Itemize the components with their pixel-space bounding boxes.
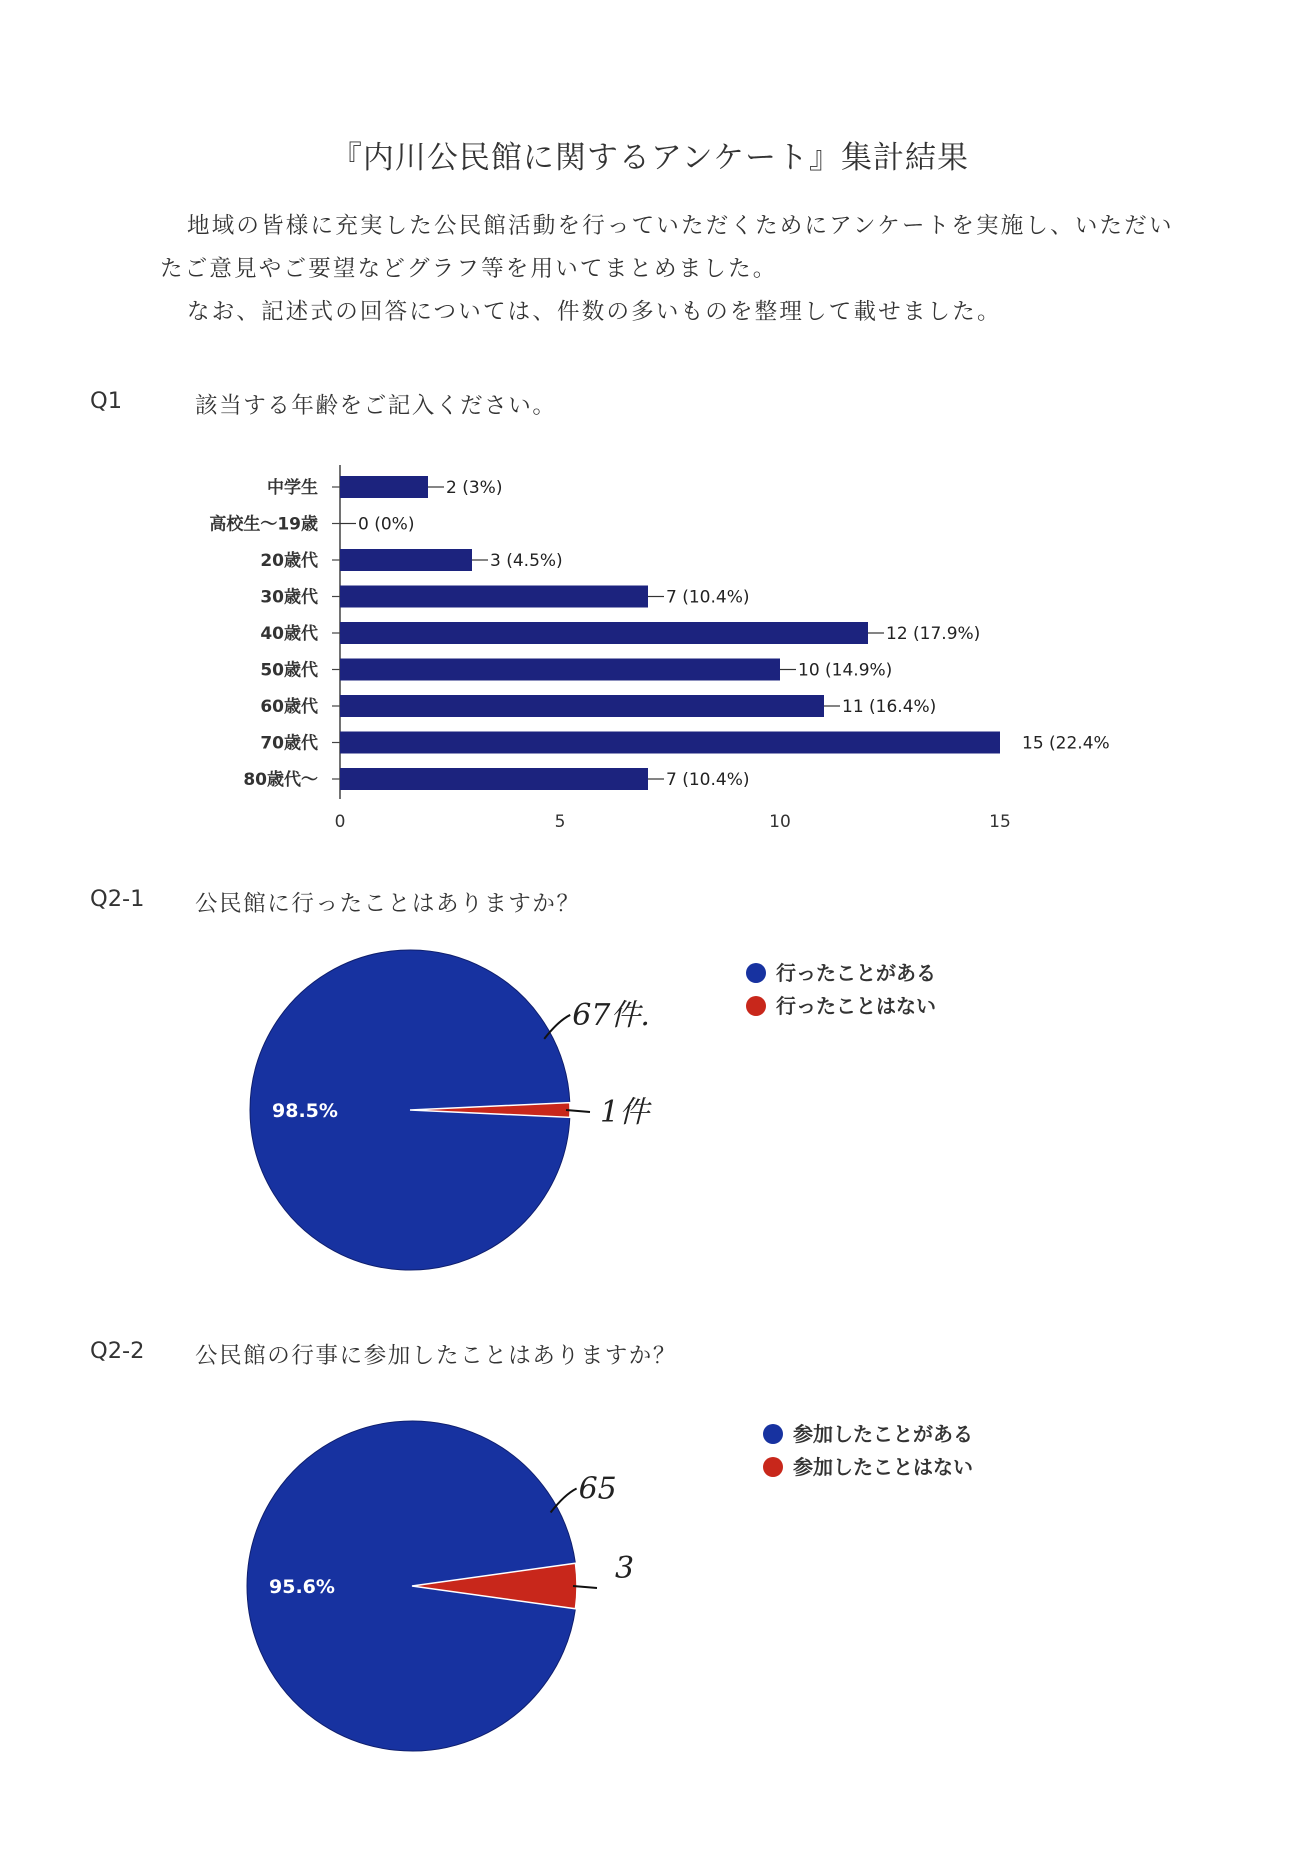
x-tick-label: 15 [989, 812, 1011, 832]
intro-line: たご意見やご要望などグラフ等を用いてまとめました。 [160, 256, 778, 282]
page-title: 『内川公民館に関するアンケート』集計結果 [330, 140, 970, 176]
handwritten-note: 67件. [572, 997, 650, 1033]
bar [340, 659, 780, 681]
category-label: 高校生～19歳 [209, 514, 318, 535]
category-label: 80歳代～ [243, 770, 318, 790]
q1-question: 該当する年齢をご記入ください。 [195, 393, 557, 419]
data-label: 15 (22.4% [1022, 733, 1110, 754]
legend-label: 行ったことがある [776, 961, 936, 985]
intro-text [160, 205, 1210, 334]
legend-swatch [763, 1424, 783, 1444]
category-label: 60歳代 [260, 697, 318, 717]
q1-number: Q1 [90, 388, 123, 414]
q2-2-question: 公民館の行事に参加したことはありますか？ [195, 1343, 678, 1369]
q2-2-number: Q2-2 [90, 1338, 145, 1364]
legend-swatch [746, 996, 766, 1016]
category-label: 70歳代 [260, 733, 318, 754]
category-label: 20歳代 [260, 551, 318, 571]
bar [340, 586, 648, 608]
x-tick-label: 5 [554, 812, 566, 832]
participation-pie-chart [0, 1410, 1300, 1760]
legend-swatch [746, 963, 766, 983]
age-bar-chart [0, 455, 1300, 840]
percent-label: 95.6% [269, 1576, 335, 1598]
percent-label: 98.5% [272, 1100, 338, 1122]
data-label: 11 (16.4%) [842, 697, 937, 717]
annotation-stroke [544, 1015, 570, 1039]
category-label: 30歳代 [260, 587, 318, 608]
data-label: 10 (14.9%) [798, 660, 893, 681]
visit-pie-chart [0, 945, 1300, 1275]
x-tick-label: 0 [334, 812, 346, 832]
category-label: 40歳代 [260, 624, 318, 644]
legend-label: 参加したことがある [793, 1422, 973, 1446]
handwritten-note: 3 [615, 1551, 635, 1586]
bar [340, 622, 868, 644]
data-label: 2 (3%) [446, 478, 503, 498]
handwritten-note: 65 [578, 1471, 617, 1507]
data-label: 0 (0%) [358, 514, 415, 535]
bar [340, 732, 1000, 754]
q2-1-question: 公民館に行ったことはありますか？ [195, 891, 581, 917]
data-label: 12 (17.9%) [886, 624, 981, 644]
x-tick-label: 10 [769, 812, 791, 832]
data-label: 7 (10.4%) [666, 770, 750, 790]
bar [340, 768, 648, 790]
category-label: 50歳代 [260, 660, 318, 681]
q2-1-number: Q2-1 [90, 886, 145, 912]
data-label: 3 (4.5%) [490, 551, 563, 571]
handwritten-note: 1件 [600, 1095, 650, 1130]
legend-label: 参加したことはない [793, 1455, 973, 1479]
bar [340, 476, 428, 498]
intro-line: なお、記述式の回答については、件数の多いものを整理して載せました。 [187, 299, 1002, 325]
annotation-stroke [551, 1489, 577, 1513]
data-label: 7 (10.4%) [666, 587, 750, 608]
category-label: 中学生 [267, 478, 318, 498]
legend-swatch [763, 1457, 783, 1477]
bar [340, 695, 824, 717]
legend-label: 行ったことはない [776, 994, 936, 1018]
intro-line: 地域の皆様に充実した公民館活動を行っていただくためにアンケートを実施し、いただい [187, 213, 1174, 239]
bar [340, 549, 472, 571]
